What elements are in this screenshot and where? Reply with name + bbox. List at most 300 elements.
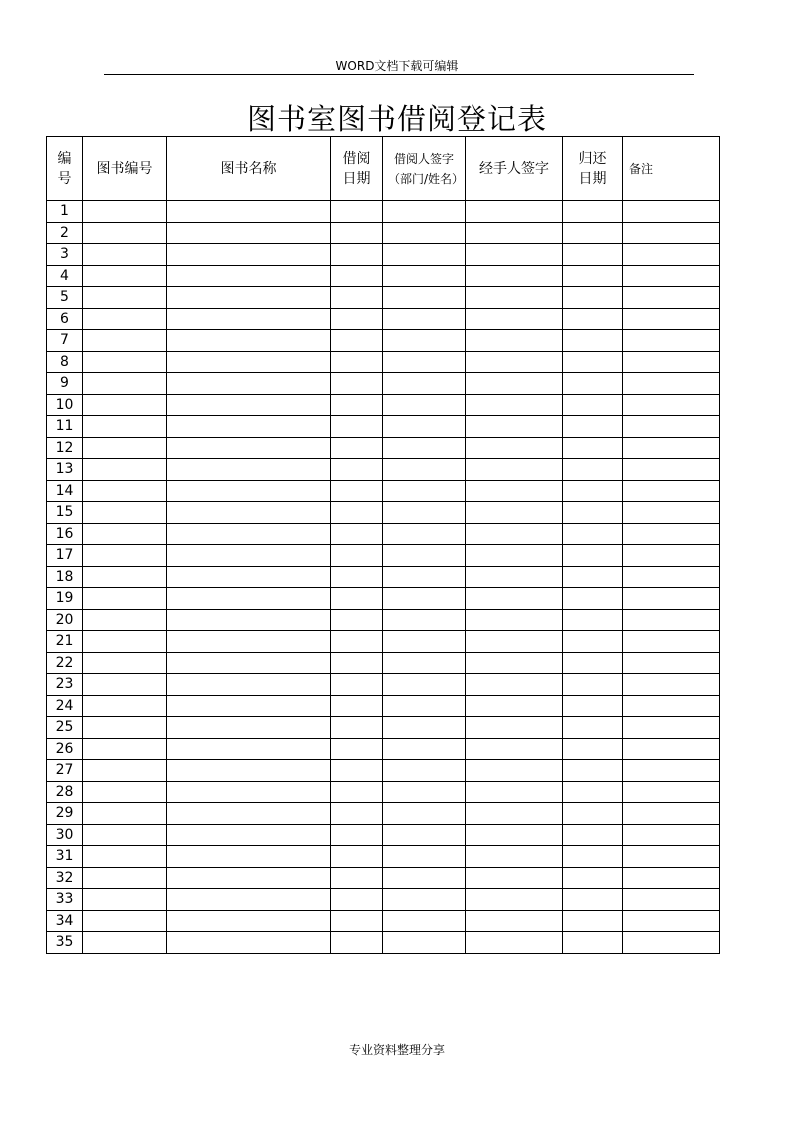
borrow-date-cell[interactable] [331,781,383,803]
return-date-cell[interactable] [563,932,623,954]
table-row [47,480,720,502]
book-number-cell[interactable] [83,566,167,588]
return-date-cell[interactable] [563,394,623,416]
book-title-cell[interactable] [167,867,331,889]
return-date-cell[interactable] [563,760,623,782]
borrower-signature-cell[interactable] [383,824,466,846]
return-date-cell[interactable] [563,502,623,524]
remarks-cell[interactable] [623,717,720,739]
return-date-cell[interactable] [563,523,623,545]
handler-signature-cell[interactable] [466,222,563,244]
book-number-cell[interactable] [83,609,167,631]
borrower-signature-cell[interactable] [383,717,466,739]
borrower-signature-cell[interactable] [383,867,466,889]
book-title-cell[interactable] [167,738,331,760]
book-number-cell[interactable] [83,222,167,244]
borrower-signature-cell[interactable] [383,480,466,502]
row-number: 1 [47,201,83,223]
remarks-cell[interactable] [623,545,720,567]
handler-signature-cell[interactable] [466,459,563,481]
remarks-cell[interactable] [623,781,720,803]
row-number: 26 [47,738,83,760]
table-row [47,244,720,266]
book-number-cell[interactable] [83,373,167,395]
book-number-cell[interactable] [83,480,167,502]
borrow-date-cell[interactable] [331,373,383,395]
return-date-cell[interactable] [563,910,623,932]
borrow-date-cell[interactable] [331,394,383,416]
return-date-cell[interactable] [563,695,623,717]
remarks-cell[interactable] [623,373,720,395]
handler-signature-cell[interactable] [466,545,563,567]
remarks-cell[interactable] [623,502,720,524]
row-number: 23 [47,674,83,696]
book-number-cell[interactable] [83,846,167,868]
book-title-cell[interactable] [167,545,331,567]
return-date-cell[interactable] [563,566,623,588]
borrower-signature-cell[interactable] [383,351,466,373]
borrower-signature-cell[interactable] [383,566,466,588]
borrower-signature-cell[interactable] [383,631,466,653]
borrower-signature-cell[interactable] [383,330,466,352]
remarks-cell[interactable] [623,588,720,610]
remarks-cell[interactable] [623,738,720,760]
return-date-cell[interactable] [563,308,623,330]
row-number: 6 [47,308,83,330]
remarks-cell[interactable] [623,695,720,717]
book-number-cell[interactable] [83,781,167,803]
book-number-cell[interactable] [83,588,167,610]
handler-signature-cell[interactable] [466,695,563,717]
handler-signature-cell[interactable] [466,803,563,825]
borrower-signature-cell[interactable] [383,652,466,674]
book-number-cell[interactable] [83,459,167,481]
handler-signature-cell[interactable] [466,674,563,696]
book-title-cell[interactable] [167,566,331,588]
row-number: 18 [47,566,83,588]
book-title-cell[interactable] [167,910,331,932]
book-number-cell[interactable] [83,631,167,653]
borrow-date-cell[interactable] [331,330,383,352]
book-number-cell[interactable] [83,867,167,889]
handler-signature-cell[interactable] [466,265,563,287]
header-divider [104,74,694,75]
table-row [47,910,720,932]
borrow-date-cell[interactable] [331,201,383,223]
return-date-cell[interactable] [563,631,623,653]
remarks-cell[interactable] [623,244,720,266]
remarks-cell[interactable] [623,889,720,911]
book-number-cell[interactable] [83,545,167,567]
table-row [47,674,720,696]
borrower-signature-cell[interactable] [383,889,466,911]
book-number-cell[interactable] [83,717,167,739]
borrow-date-cell[interactable] [331,824,383,846]
row-number: 33 [47,889,83,911]
book-title-cell[interactable] [167,781,331,803]
return-date-cell[interactable] [563,781,623,803]
handler-signature-cell[interactable] [466,437,563,459]
return-date-cell[interactable] [563,373,623,395]
page-header: WORD文档下载可编辑 [335,59,459,73]
book-number-cell[interactable] [83,416,167,438]
book-number-cell[interactable] [83,910,167,932]
remarks-cell[interactable] [623,416,720,438]
remarks-cell[interactable] [623,846,720,868]
book-title-cell[interactable] [167,760,331,782]
handler-signature-cell[interactable] [466,416,563,438]
return-date-cell[interactable] [563,738,623,760]
handler-signature-cell[interactable] [466,394,563,416]
handler-signature-cell[interactable] [466,373,563,395]
row-number: 12 [47,437,83,459]
row-number: 32 [47,867,83,889]
book-number-cell[interactable] [83,523,167,545]
borrow-date-cell[interactable] [331,738,383,760]
return-date-cell[interactable] [563,480,623,502]
borrow-date-cell[interactable] [331,588,383,610]
book-title-cell[interactable] [167,932,331,954]
borrow-date-cell[interactable] [331,308,383,330]
handler-signature-cell[interactable] [466,480,563,502]
borrow-date-cell[interactable] [331,523,383,545]
borrower-signature-cell[interactable] [383,588,466,610]
column-header-return-date: 归还日期 [563,137,623,201]
remarks-cell[interactable] [623,480,720,502]
return-date-cell[interactable] [563,846,623,868]
handler-signature-cell[interactable] [466,588,563,610]
book-title-cell[interactable] [167,480,331,502]
borrow-date-cell[interactable] [331,910,383,932]
row-number: 13 [47,459,83,481]
book-title-cell[interactable] [167,846,331,868]
book-number-cell[interactable] [83,437,167,459]
return-date-cell[interactable] [563,545,623,567]
row-number: 34 [47,910,83,932]
return-date-cell[interactable] [563,609,623,631]
borrower-signature-cell[interactable] [383,244,466,266]
book-title-cell[interactable] [167,330,331,352]
remarks-cell[interactable] [623,652,720,674]
remarks-cell[interactable] [623,824,720,846]
book-number-cell[interactable] [83,760,167,782]
borrower-signature-cell[interactable] [383,222,466,244]
book-title-cell[interactable] [167,459,331,481]
handler-signature-cell[interactable] [466,287,563,309]
handler-signature-cell[interactable] [466,738,563,760]
borrower-signature-cell[interactable] [383,287,466,309]
borrow-date-cell[interactable] [331,287,383,309]
remarks-cell[interactable] [623,437,720,459]
remarks-cell[interactable] [623,566,720,588]
book-number-cell[interactable] [83,932,167,954]
return-date-cell[interactable] [563,265,623,287]
row-number: 31 [47,846,83,868]
handler-signature-cell[interactable] [466,652,563,674]
table-row [47,394,720,416]
book-title-cell[interactable] [167,652,331,674]
row-number: 5 [47,287,83,309]
book-title-cell[interactable] [167,201,331,223]
handler-signature-cell[interactable] [466,889,563,911]
borrow-date-cell[interactable] [331,867,383,889]
return-date-cell[interactable] [563,201,623,223]
row-number: 19 [47,588,83,610]
handler-signature-cell[interactable] [466,631,563,653]
book-title-cell[interactable] [167,416,331,438]
handler-signature-cell[interactable] [466,910,563,932]
borrow-date-cell[interactable] [331,609,383,631]
table-row [47,695,720,717]
handler-signature-cell[interactable] [466,760,563,782]
row-number: 8 [47,351,83,373]
book-title-cell[interactable] [167,437,331,459]
remarks-cell[interactable] [623,523,720,545]
borrower-signature-cell[interactable] [383,760,466,782]
borrow-date-cell[interactable] [331,652,383,674]
table-row [47,932,720,954]
borrower-signature-cell[interactable] [383,437,466,459]
borrower-signature-cell[interactable] [383,781,466,803]
borrower-signature-cell[interactable] [383,394,466,416]
borrow-date-cell[interactable] [331,545,383,567]
return-date-cell[interactable] [563,867,623,889]
table-row [47,803,720,825]
table-row [47,867,720,889]
borrower-signature-cell[interactable] [383,695,466,717]
return-date-cell[interactable] [563,244,623,266]
handler-signature-cell[interactable] [466,717,563,739]
borrow-date-cell[interactable] [331,717,383,739]
table-row [47,609,720,631]
book-number-cell[interactable] [83,502,167,524]
borrower-signature-cell[interactable] [383,846,466,868]
return-date-cell[interactable] [563,588,623,610]
row-number: 35 [47,932,83,954]
column-header-borrow-date: 借阅日期 [331,137,383,201]
book-title-cell[interactable] [167,674,331,696]
remarks-cell[interactable] [623,674,720,696]
book-number-cell[interactable] [83,394,167,416]
borrower-signature-cell[interactable] [383,910,466,932]
row-number: 15 [47,502,83,524]
handler-signature-cell[interactable] [466,330,563,352]
borrow-date-cell[interactable] [331,695,383,717]
table-row [47,201,720,223]
return-date-cell[interactable] [563,717,623,739]
book-number-cell[interactable] [83,265,167,287]
remarks-cell[interactable] [623,201,720,223]
book-number-cell[interactable] [83,351,167,373]
handler-signature-cell[interactable] [466,502,563,524]
borrower-signature-cell[interactable] [383,738,466,760]
return-date-cell[interactable] [563,437,623,459]
handler-signature-cell[interactable] [466,201,563,223]
borrower-signature-cell[interactable] [383,459,466,481]
table-header-row [47,137,720,201]
book-title-cell[interactable] [167,351,331,373]
remarks-cell[interactable] [623,459,720,481]
remarks-cell[interactable] [623,265,720,287]
handler-signature-cell[interactable] [466,351,563,373]
borrow-date-cell[interactable] [331,222,383,244]
book-number-cell[interactable] [83,244,167,266]
return-date-cell[interactable] [563,459,623,481]
row-number: 14 [47,480,83,502]
return-date-cell[interactable] [563,351,623,373]
borrow-date-cell[interactable] [331,502,383,524]
borrow-date-cell[interactable] [331,889,383,911]
book-title-cell[interactable] [167,502,331,524]
remarks-cell[interactable] [623,932,720,954]
table-row [47,330,720,352]
document-title: 图书室图书借阅登记表 [246,102,547,136]
row-number: 25 [47,717,83,739]
handler-signature-cell[interactable] [466,932,563,954]
borrow-date-cell[interactable] [331,631,383,653]
borrower-signature-cell[interactable] [383,373,466,395]
borrow-date-cell[interactable] [331,760,383,782]
return-date-cell[interactable] [563,330,623,352]
return-date-cell[interactable] [563,824,623,846]
table-row [47,760,720,782]
borrower-signature-cell[interactable] [383,674,466,696]
table-row [47,523,720,545]
remarks-cell[interactable] [623,287,720,309]
borrower-signature-cell[interactable] [383,523,466,545]
remarks-cell[interactable] [623,222,720,244]
handler-signature-cell[interactable] [466,781,563,803]
table-row [47,308,720,330]
book-number-cell[interactable] [83,824,167,846]
book-title-cell[interactable] [167,717,331,739]
handler-signature-cell[interactable] [466,824,563,846]
column-header-book-title: 图书名称 [167,137,331,201]
remarks-cell[interactable] [623,609,720,631]
book-number-cell[interactable] [83,308,167,330]
handler-signature-cell[interactable] [466,566,563,588]
remarks-cell[interactable] [623,867,720,889]
borrow-date-cell[interactable] [331,846,383,868]
row-number: 21 [47,631,83,653]
borrower-signature-cell[interactable] [383,201,466,223]
borrower-signature-cell[interactable] [383,502,466,524]
borrower-signature-cell[interactable] [383,932,466,954]
book-number-cell[interactable] [83,330,167,352]
borrow-date-cell[interactable] [331,932,383,954]
table-row [47,265,720,287]
return-date-cell[interactable] [563,287,623,309]
return-date-cell[interactable] [563,652,623,674]
book-number-cell[interactable] [83,652,167,674]
borrower-signature-cell[interactable] [383,416,466,438]
table-row [47,416,720,438]
borrower-signature-cell[interactable] [383,308,466,330]
book-title-cell[interactable] [167,394,331,416]
remarks-cell[interactable] [623,330,720,352]
table-row [47,502,720,524]
remarks-cell[interactable] [623,351,720,373]
table-row [47,588,720,610]
return-date-cell[interactable] [563,889,623,911]
row-number: 17 [47,545,83,567]
remarks-cell[interactable] [623,394,720,416]
row-number: 9 [47,373,83,395]
borrower-signature-cell[interactable] [383,803,466,825]
borrow-date-cell[interactable] [331,416,383,438]
book-title-cell[interactable] [167,588,331,610]
borrow-date-cell[interactable] [331,480,383,502]
remarks-cell[interactable] [623,910,720,932]
handler-signature-cell[interactable] [466,867,563,889]
book-title-cell[interactable] [167,308,331,330]
book-title-cell[interactable] [167,631,331,653]
borrow-date-cell[interactable] [331,265,383,287]
handler-signature-cell[interactable] [466,523,563,545]
row-number: 20 [47,609,83,631]
return-date-cell[interactable] [563,222,623,244]
borrow-date-cell[interactable] [331,244,383,266]
book-title-cell[interactable] [167,609,331,631]
book-title-cell[interactable] [167,824,331,846]
row-number: 29 [47,803,83,825]
borrowing-log-table [46,136,720,954]
book-title-cell[interactable] [167,222,331,244]
remarks-cell[interactable] [623,760,720,782]
book-number-cell[interactable] [83,287,167,309]
row-number: 10 [47,394,83,416]
book-number-cell[interactable] [83,889,167,911]
handler-signature-cell[interactable] [466,846,563,868]
book-number-cell[interactable] [83,201,167,223]
book-number-cell[interactable] [83,695,167,717]
return-date-cell[interactable] [563,803,623,825]
handler-signature-cell[interactable] [466,609,563,631]
book-number-cell[interactable] [83,674,167,696]
return-date-cell[interactable] [563,416,623,438]
book-number-cell[interactable] [83,738,167,760]
borrower-signature-cell[interactable] [383,609,466,631]
handler-signature-cell[interactable] [466,244,563,266]
book-title-cell[interactable] [167,523,331,545]
borrow-date-cell[interactable] [331,566,383,588]
borrow-date-cell[interactable] [331,459,383,481]
handler-signature-cell[interactable] [466,308,563,330]
book-title-cell[interactable] [167,373,331,395]
remarks-cell[interactable] [623,803,720,825]
return-date-cell[interactable] [563,674,623,696]
book-title-cell[interactable] [167,244,331,266]
book-number-cell[interactable] [83,803,167,825]
page-footer: 专业资料整理分享 [348,1043,445,1057]
book-title-cell[interactable] [167,287,331,309]
borrow-date-cell[interactable] [331,351,383,373]
book-title-cell[interactable] [167,265,331,287]
row-number: 2 [47,222,83,244]
remarks-cell[interactable] [623,308,720,330]
borrow-date-cell[interactable] [331,437,383,459]
remarks-cell[interactable] [623,631,720,653]
borrower-signature-cell[interactable] [383,265,466,287]
borrow-date-cell[interactable] [331,803,383,825]
row-number: 27 [47,760,83,782]
book-title-cell[interactable] [167,695,331,717]
borrow-date-cell[interactable] [331,674,383,696]
book-title-cell[interactable] [167,803,331,825]
borrower-signature-cell[interactable] [383,545,466,567]
row-number: 3 [47,244,83,266]
book-title-cell[interactable] [167,889,331,911]
